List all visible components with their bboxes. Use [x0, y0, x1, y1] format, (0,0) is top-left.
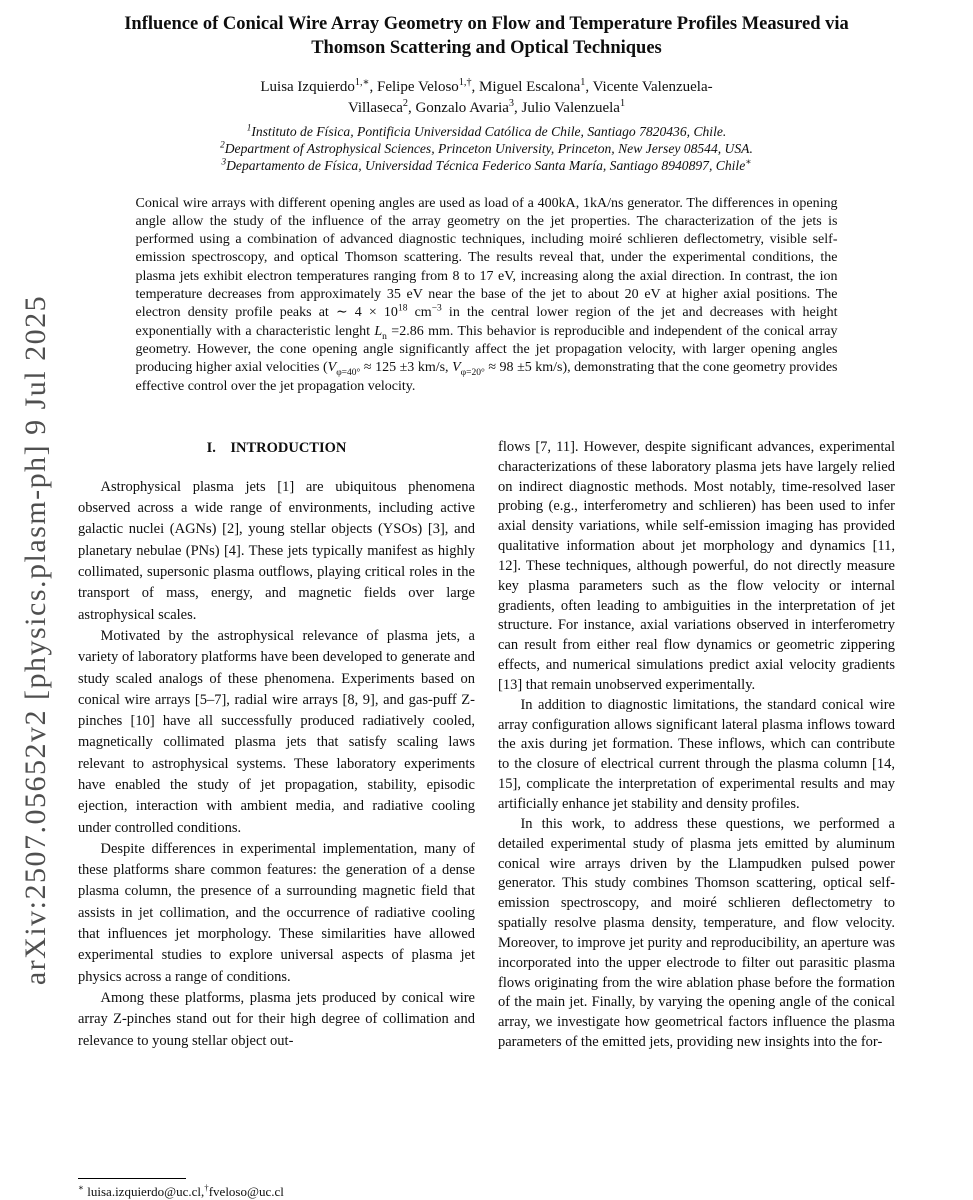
paragraph: flows [7, 11]. However, despite significant advances, experimental characterizations of these laboratory plasma jets have largely relied on indirect diagnostic methods. Most notably, time-resolved laser probing (e.g., interferometry and schlieren) has been used to infer axial density variations, while self-emission imaging has provided qualitative information about jet morphology and dynamics [11, 12]. These techniques, although powerful, do not directly measure key plasma parameters such as the flow velocity or internal gradients, often leading to ambiguities in the interpretation of jet structure. For instance, axial variations observed in interferometry can result from either real flow dynamics or geometric zippering effects, and numerical simulations predict axial velocity gradients [13] that remain unobserved experimentally.: [498, 438, 895, 693]
paragraph: In this work, to address these questions, we performed a detailed experimental study of plasma jets emitted by aluminum conical wire arrays driven by the Llampudken pulsed power generator. This study combines Thomson scattering, optical self-emission spectroscopy, and moiré schlieren deflectometry to spatially resolve plasma density, temperature, and flow velocity. Moreover, to improve jet purity and reproducibility, an aperture was incorporated into the upper electrode to filter out parasitic plasma flows originating from the wire ablation phase before the formation of the main jet. Finally, by varying the opening angle of the conical array, we investigate how geometrical factors influence the plasma parameters of the emitted jets, providing new insights into the for-: [498, 815, 895, 1051]
affiliation-line: $^2$Department of Astrophysical Sciences, Princeton University, Princeton, New Jersey 08544, USA.: [220, 139, 753, 157]
paragraph: Motivated by the astrophysical relevance of plasma jets, a variety of laboratory platforms have been developed to generate and study scaled analogs of these phenomena. Experiments based on conical wire arrays [5–7], radial wire arrays [8, 9], and gas-puff Z-pinches [10] have all successfully produced radiatively cooled, magnetically collimated plasma jets that satisfy scaling laws relevant to astrophysical systems. These laboratory experiments have enabled the study of jet propagation, stability, episodic ejection, interaction with ambient media, and radiative cooling under controlled conditions.: [78, 627, 475, 836]
abstract: Conical wire arrays with different opening angles are used as load of a 400kA, 1kA/ns generator. The differences in opening angle allow the study of the influence of the array geometry on the jet properties. The characterization of the jets is performed using a combination of advanced diagnostic techniques, including moiré schlieren deflectometry, visible self-emission spectroscopy, and optical Thomson scattering. The results reveal that, under the experimental conditions, the plasma jets exhibit electron temperatures ranging from 8 to 17 eV, increasing along the axial direction. In contrast, the ion temperature decreases from approximately 35 eV near the base of the jet to about 20 eV at higher axial positions. The electron density profile peaks at ∼ $4 \times 10^{18}$ $cm^{-3}$ in the central lower region of the jet and decreases with height exponentially with a characteristic lenght $L_n =2.86$ mm. This behavior is reproducible and independent of the conical array geometry. However, the cone opening angle significantly affect the jet propagation velocity, with larger opening angles producing higher axial velocities ($V_{\varphi=40^\circ} \approx 125 \pm 3$ km/s, $V_{\varphi=20^\circ} \approx 98 \pm 5$ km/s), demonstrating that the cone geometry provides effective control over the jet propagation velocity.: [135, 195, 838, 394]
body-columns: [78, 438, 895, 1053]
affiliation-line: $^1$Instituto de Física, Pontificia Universidad Católica de Chile, Santiago 7820436, Chile.: [246, 122, 727, 140]
affiliation-list: [78, 123, 895, 174]
affiliation-line: $^3$Departamento de Física, Universidad Técnica Federico Santa María, Santiago 8940897, Chile∗: [221, 156, 752, 174]
paper-content: [78, 0, 895, 1053]
arxiv-watermark: arXiv:2507.05652v2 [physics.plasm-ph] 9 Jul 2025: [19, 294, 52, 986]
left-column: [78, 438, 475, 1052]
paragraph: Among these platforms, plasma jets produced by conical wire array Z-pinches stand out for their high degree of collimation and relevance to young stellar object out-: [78, 989, 475, 1049]
paragraph: Astrophysical plasma jets [1] are ubiquitous phenomena observed across a wide range of environments, including active galactic nuclei (AGNs) [2], young stellar objects (YSOs) [3], and planetary nebulae (PNs) [4]. These jets typically manifest as highly collimated, supersonic plasma outflows, playing critical roles in the transport of mass, energy, and magnetic fields over large astrophysical scales.: [78, 478, 475, 623]
author-list: Luisa Izquierdo$^{1,∗}$, Felipe Veloso$^{1,\dagger}$, Miguel Escalona$^1$, Vicente Valenzuela-Villaseca$^2$, Gonzalo Avaria$^3$, Julio Valenzuela$^1$: [260, 76, 713, 116]
paragraph: Despite differences in experimental implementation, many of these platforms share common features: the generation of a dense plasma column, the presence of a surrounding magnetic field that assists in jet collimation, and the occurrence of radiative cooling that influences jet morphology. These similarities have allowed experimental studies to explore universal aspects of plasma jet physics across a range of conditions.: [78, 840, 475, 985]
right-column: [498, 438, 895, 1053]
footnote: [78, 1178, 475, 1200]
section-heading-introduction: I. INTRODUCTION: [206, 439, 347, 456]
footnote-rule: [78, 1178, 186, 1179]
footnote-text: ∗ luisa.izquierdo@uc.cl,†fveloso@uc.cl: [78, 1182, 284, 1199]
paper-title: Influence of Conical Wire Array Geometry on Flow and Temperature Profiles Measured via Thomson Scattering and Optical Techniques: [124, 14, 849, 59]
paragraph: In addition to diagnostic limitations, the standard conical wire array configuration allows significant lateral plasma inflows toward the axis during jet formation. These inflows, which can contribute to the closure of electrical current through the plasma column [14, 15], complicate the interpretation of experimental results and may artificially enhance jet stability and density profiles.: [498, 696, 895, 813]
